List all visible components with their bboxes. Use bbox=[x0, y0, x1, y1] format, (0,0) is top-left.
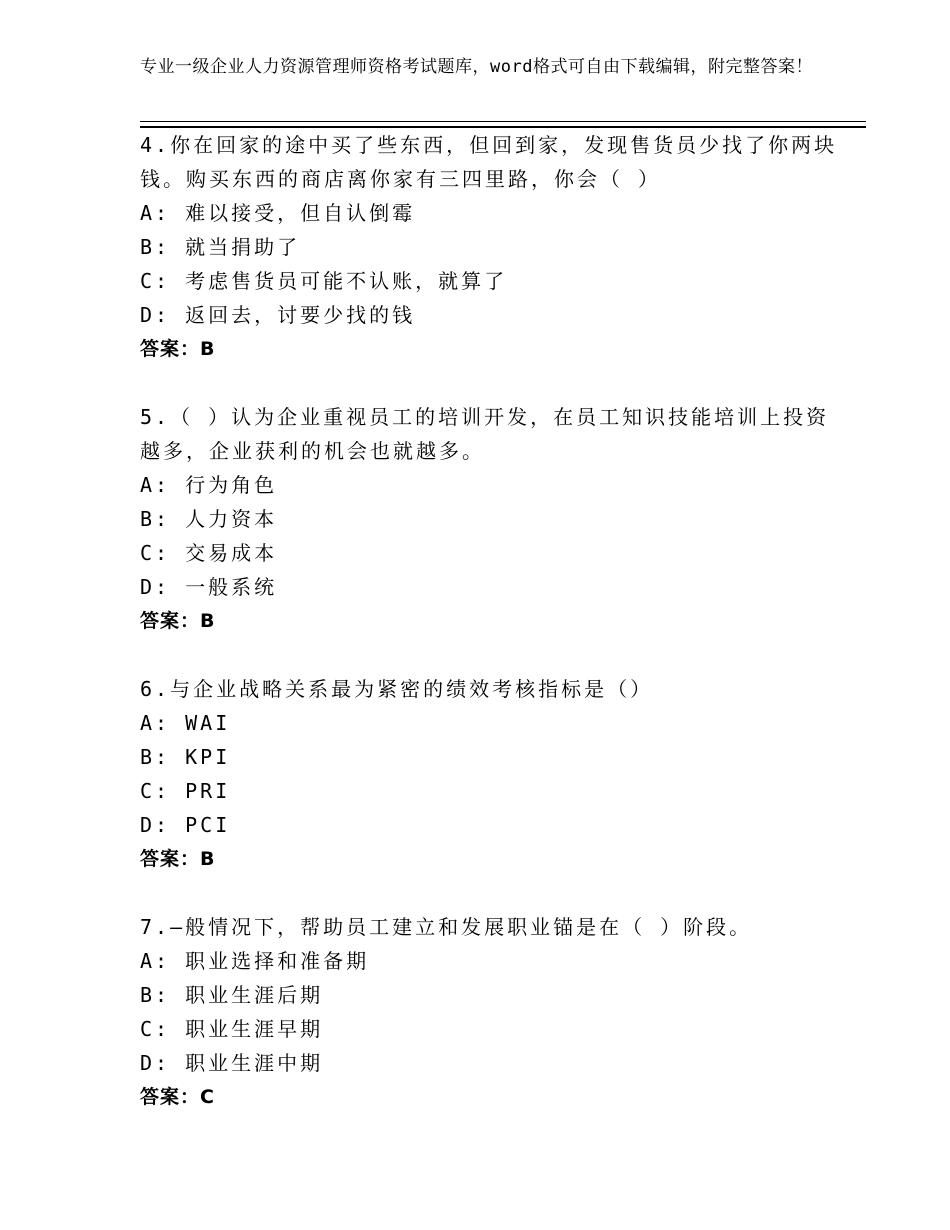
option-d bbox=[140, 570, 840, 604]
option-d bbox=[140, 808, 840, 842]
option-label: A: bbox=[140, 949, 171, 973]
option-label: C: bbox=[140, 1017, 171, 1041]
option-label: C: bbox=[140, 541, 171, 565]
option-b bbox=[140, 978, 840, 1012]
option-text: 考虑售货员可能不认账，就算了 bbox=[185, 269, 508, 293]
option-a bbox=[140, 706, 840, 740]
option-text: KPI bbox=[185, 745, 231, 769]
document-header: 专业一级企业人力资源管理师资格考试题库，word格式可自由下载编辑，附完整答案！ bbox=[140, 57, 813, 77]
option-label: B: bbox=[140, 507, 171, 531]
option-text: PCI bbox=[185, 813, 231, 837]
option-d bbox=[140, 298, 840, 332]
option-c bbox=[140, 774, 840, 808]
option-a bbox=[140, 944, 840, 978]
answer-line: 答案：B bbox=[140, 338, 216, 360]
option-label: C: bbox=[140, 779, 171, 803]
option-b bbox=[140, 502, 840, 536]
option-label: A: bbox=[140, 201, 171, 225]
option-c bbox=[140, 1012, 840, 1046]
option-label: A: bbox=[140, 473, 171, 497]
option-text: PRI bbox=[185, 779, 231, 803]
question-list bbox=[140, 128, 840, 1148]
option-b bbox=[140, 740, 840, 774]
question-item bbox=[140, 400, 840, 638]
option-text: 交易成本 bbox=[185, 541, 278, 565]
option-label: D: bbox=[140, 575, 171, 599]
option-c bbox=[140, 536, 840, 570]
question-stem: 5.（ ）认为企业重视员工的培训开发，在员工知识技能培训上投资越多，企业获利的机会也就越多。 bbox=[140, 405, 830, 463]
option-text: WAI bbox=[185, 711, 231, 735]
option-label: D: bbox=[140, 1051, 171, 1075]
question-item bbox=[140, 910, 840, 1114]
question-stem: 6.与企业战略关系最为紧密的绩效考核指标是（） bbox=[140, 677, 654, 701]
option-text: 人力资本 bbox=[185, 507, 278, 531]
option-d bbox=[140, 1046, 840, 1080]
option-text: 职业生涯早期 bbox=[185, 1017, 324, 1041]
option-label: A: bbox=[140, 711, 171, 735]
option-label: C: bbox=[140, 269, 171, 293]
question-item bbox=[140, 672, 840, 876]
question-stem: 7.—般情况下，帮助员工建立和发展职业锚是在（ ）阶段。 bbox=[140, 915, 753, 939]
option-text: 就当捐助了 bbox=[185, 235, 301, 259]
option-label: D: bbox=[140, 813, 171, 837]
option-text: 一般系统 bbox=[185, 575, 278, 599]
option-text: 职业选择和准备期 bbox=[185, 949, 370, 973]
option-text: 难以接受，但自认倒霉 bbox=[185, 201, 416, 225]
option-a bbox=[140, 468, 840, 502]
option-text: 职业生涯后期 bbox=[185, 983, 324, 1007]
option-b bbox=[140, 230, 840, 264]
option-label: B: bbox=[140, 235, 171, 259]
option-text: 行为角色 bbox=[185, 473, 278, 497]
option-label: B: bbox=[140, 745, 171, 769]
question-item bbox=[140, 128, 840, 366]
option-label: D: bbox=[140, 303, 171, 327]
option-a bbox=[140, 196, 840, 230]
answer-line: 答案：B bbox=[140, 848, 216, 870]
option-text: 职业生涯中期 bbox=[185, 1051, 324, 1075]
option-c bbox=[140, 264, 840, 298]
question-stem: 4.你在回家的途中买了些东西，但回到家，发现售货员少找了你两块钱。购买东西的商店离你家有三四里路，你会（ ） bbox=[140, 133, 838, 191]
answer-line: 答案：B bbox=[140, 610, 216, 632]
answer-line: 答案：C bbox=[140, 1086, 215, 1108]
option-text: 返回去，讨要少找的钱 bbox=[185, 303, 416, 327]
header-divider bbox=[140, 121, 866, 128]
option-label: B: bbox=[140, 983, 171, 1007]
